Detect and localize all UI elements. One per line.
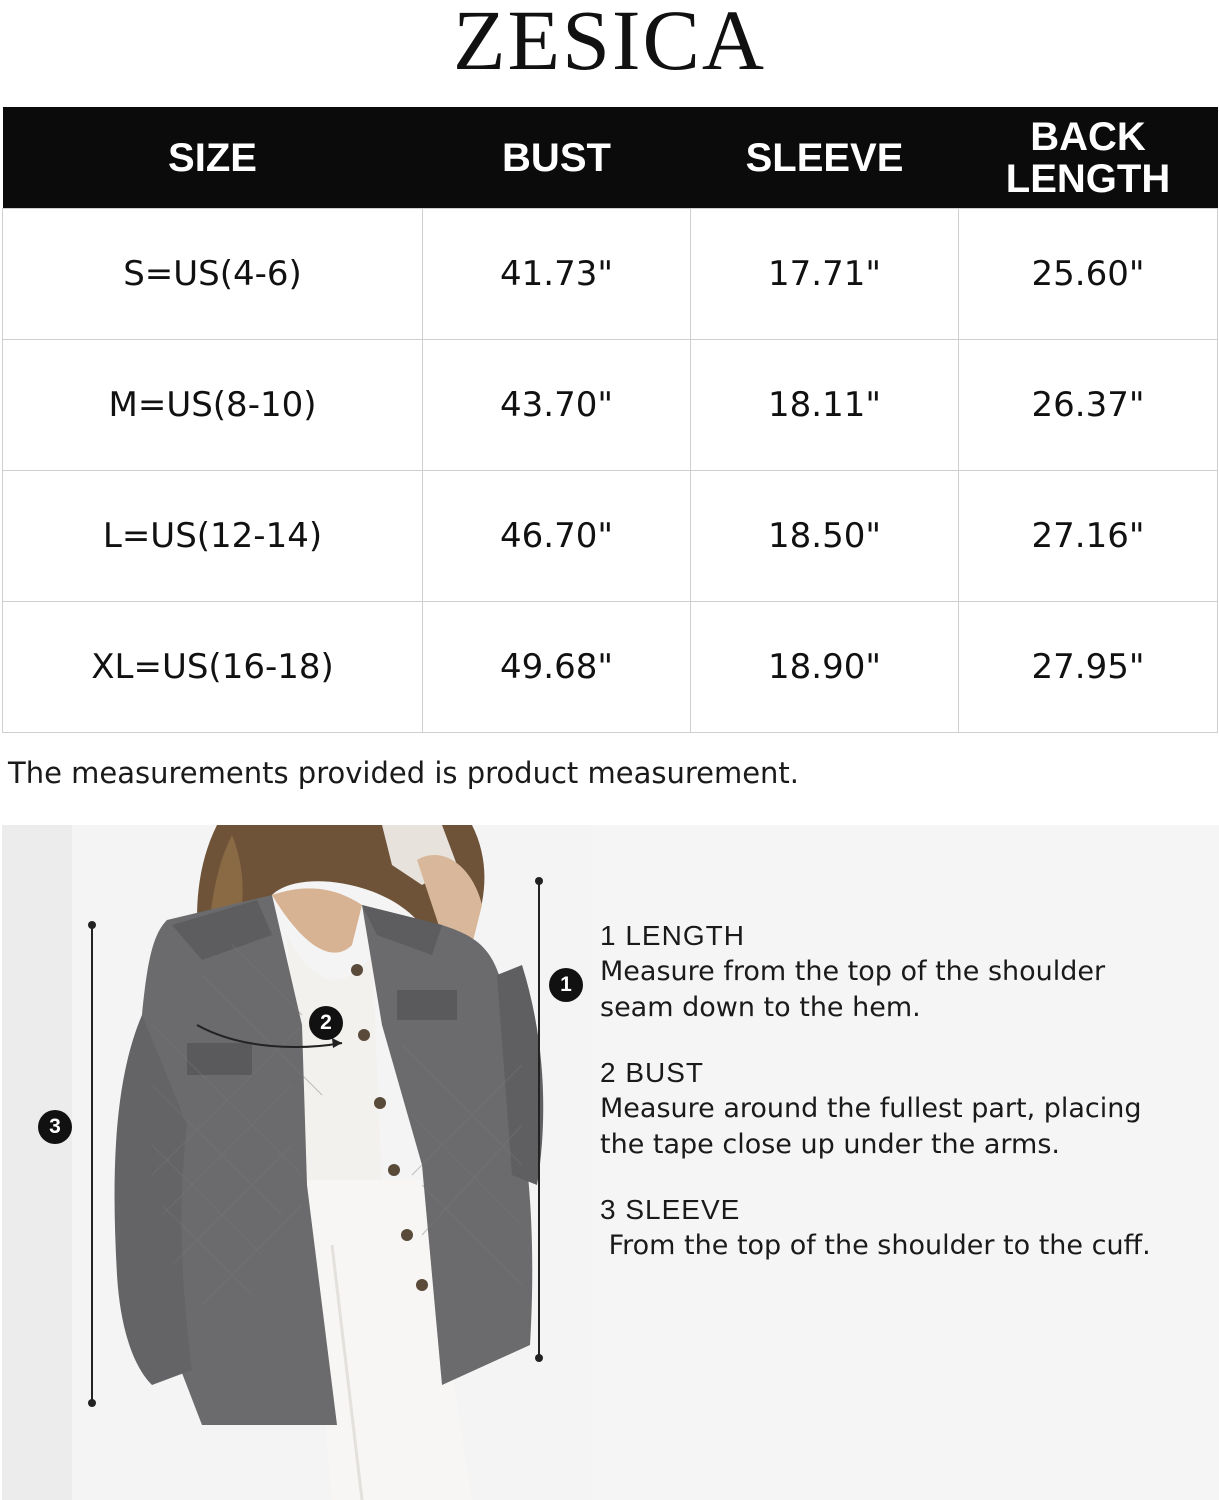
sleeve-marker: 3	[38, 1110, 72, 1144]
length-marker: 1	[549, 968, 583, 1002]
sleeve-cell: 18.50"	[691, 471, 959, 602]
model-photo	[2, 825, 592, 1500]
back-length-cell: 27.16"	[959, 471, 1218, 602]
bust-cell: 43.70"	[423, 340, 691, 471]
header-sleeve: SLEEVE	[691, 107, 959, 209]
sleeve-cell: 17.71"	[691, 209, 959, 340]
back-length-cell: 27.95"	[959, 602, 1218, 733]
guide-length-title: 1 LENGTH	[600, 920, 745, 951]
header-back-length: BACK LENGTH	[959, 107, 1218, 209]
bust-cell: 46.70"	[423, 471, 691, 602]
guide-sleeve	[600, 1192, 1151, 1264]
back-length-cell: 25.60"	[959, 209, 1218, 340]
guide-length	[600, 918, 1105, 1026]
sleeve-cell: 18.90"	[691, 602, 959, 733]
bust-cell: 41.73"	[423, 209, 691, 340]
header-size: SIZE	[3, 107, 423, 209]
guide-bust-line-2: the tape close up under the arms.	[600, 1129, 1060, 1160]
size-cell: XL=US(16-18)	[3, 602, 423, 733]
back-length-cell: 26.37"	[959, 340, 1218, 471]
brand-logo: ZESICA	[453, 0, 766, 88]
table-row	[3, 209, 1218, 340]
bust-cell: 49.68"	[423, 602, 691, 733]
guide-bust-line-1: Measure around the fullest part, placing	[600, 1093, 1142, 1124]
sleeve-cell: 18.11"	[691, 340, 959, 471]
table-row	[3, 340, 1218, 471]
guide-bust	[600, 1055, 1142, 1163]
guide-length-line-1: Measure from the top of the shoulder	[600, 956, 1106, 987]
jacket-illustration	[2, 825, 592, 1500]
guide-length-line-2: seam down to the hem.	[600, 992, 921, 1023]
measurement-note: The measurements provided is product measurement.	[8, 756, 800, 790]
bust-marker: 2	[309, 1006, 343, 1040]
size-cell: M=US(8-10)	[3, 340, 423, 471]
size-cell: S=US(4-6)	[3, 209, 423, 340]
size-cell: L=US(12-14)	[3, 471, 423, 602]
guide-sleeve-title: 3 SLEEVE	[600, 1194, 741, 1225]
table-header-row	[3, 107, 1218, 209]
guide-bust-title: 2 BUST	[600, 1057, 705, 1088]
size-chart-table	[2, 107, 1218, 733]
header-bust: BUST	[423, 107, 691, 209]
table-row	[3, 602, 1218, 733]
guide-sleeve-line-1: From the top of the shoulder to the cuff.	[600, 1230, 1151, 1261]
table-row	[3, 471, 1218, 602]
